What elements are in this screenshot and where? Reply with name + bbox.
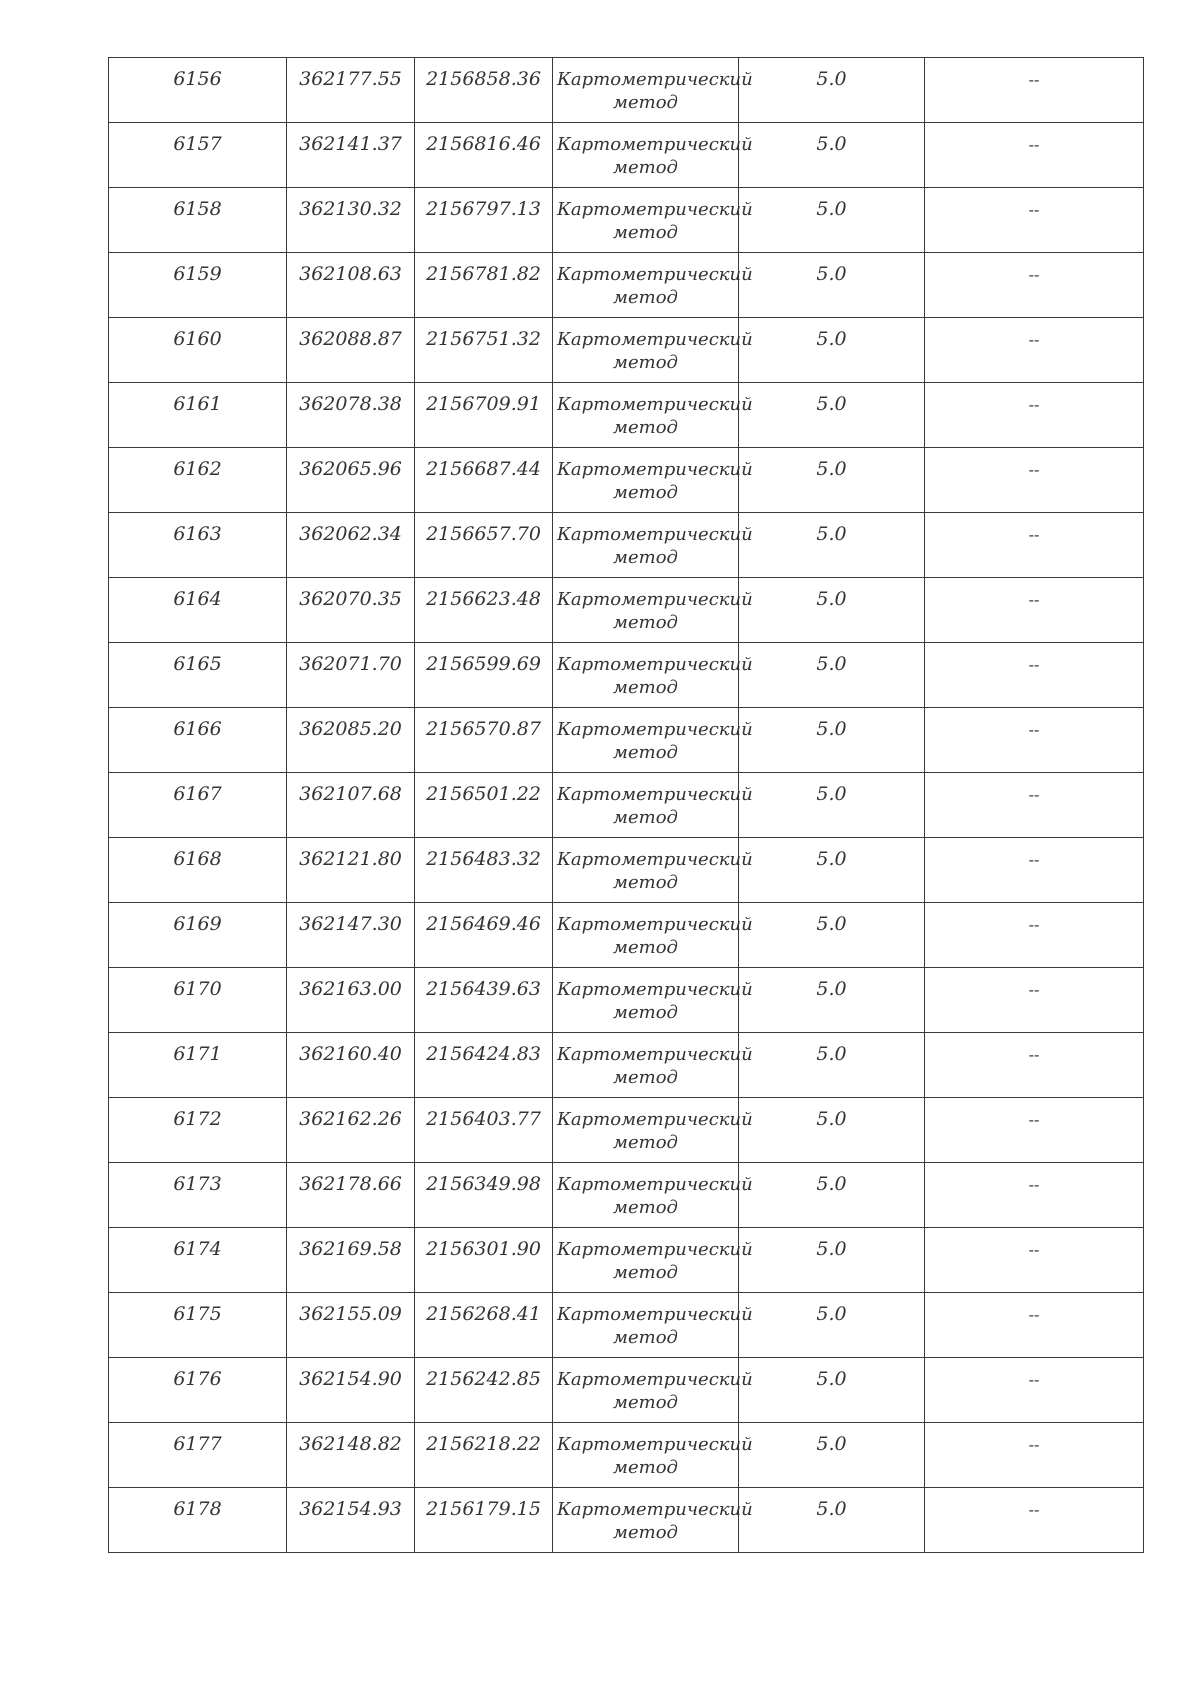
coordinates-table-body — [109, 58, 1144, 1553]
method-cell: Картометрический метод — [553, 58, 739, 123]
table-row — [109, 1163, 1144, 1228]
table-row — [109, 1033, 1144, 1098]
y-coordinate-cell: 2156469.46 — [415, 903, 553, 968]
accuracy-cell: 5.0 — [739, 383, 925, 448]
x-coordinate-cell: 362078.38 — [287, 383, 415, 448]
note-cell: -- — [925, 1488, 1144, 1553]
method-cell: Картометрический метод — [553, 903, 739, 968]
table-row — [109, 1423, 1144, 1488]
point-number-cell: 6175 — [109, 1293, 287, 1358]
note-cell: -- — [925, 1033, 1144, 1098]
y-coordinate-cell: 2156218.22 — [415, 1423, 553, 1488]
x-coordinate-cell: 362065.96 — [287, 448, 415, 513]
x-coordinate-cell: 362070.35 — [287, 578, 415, 643]
table-row — [109, 1488, 1144, 1553]
table-row — [109, 968, 1144, 1033]
accuracy-cell: 5.0 — [739, 1423, 925, 1488]
accuracy-cell: 5.0 — [739, 643, 925, 708]
accuracy-cell: 5.0 — [739, 773, 925, 838]
point-number-cell: 6169 — [109, 903, 287, 968]
x-coordinate-cell: 362155.09 — [287, 1293, 415, 1358]
accuracy-cell: 5.0 — [739, 708, 925, 773]
accuracy-cell: 5.0 — [739, 903, 925, 968]
point-number-cell: 6171 — [109, 1033, 287, 1098]
x-coordinate-cell: 362177.55 — [287, 58, 415, 123]
note-cell: -- — [925, 318, 1144, 383]
x-coordinate-cell: 362088.87 — [287, 318, 415, 383]
accuracy-cell: 5.0 — [739, 578, 925, 643]
point-number-cell: 6168 — [109, 838, 287, 903]
y-coordinate-cell: 2156858.36 — [415, 58, 553, 123]
point-number-cell: 6172 — [109, 1098, 287, 1163]
accuracy-cell: 5.0 — [739, 1163, 925, 1228]
y-coordinate-cell: 2156301.90 — [415, 1228, 553, 1293]
y-coordinate-cell: 2156599.69 — [415, 643, 553, 708]
method-cell: Картометрический метод — [553, 578, 739, 643]
point-number-cell: 6177 — [109, 1423, 287, 1488]
method-cell: Картометрический метод — [553, 773, 739, 838]
table-row — [109, 58, 1144, 123]
note-cell: -- — [925, 773, 1144, 838]
method-cell: Картометрический метод — [553, 253, 739, 318]
point-number-cell: 6166 — [109, 708, 287, 773]
y-coordinate-cell: 2156781.82 — [415, 253, 553, 318]
accuracy-cell: 5.0 — [739, 838, 925, 903]
x-coordinate-cell: 362154.93 — [287, 1488, 415, 1553]
method-cell: Картометрический метод — [553, 1293, 739, 1358]
method-cell: Картометрический метод — [553, 643, 739, 708]
method-cell: Картометрический метод — [553, 968, 739, 1033]
y-coordinate-cell: 2156349.98 — [415, 1163, 553, 1228]
accuracy-cell: 5.0 — [739, 448, 925, 513]
x-coordinate-cell: 362130.32 — [287, 188, 415, 253]
accuracy-cell: 5.0 — [739, 1228, 925, 1293]
y-coordinate-cell: 2156816.46 — [415, 123, 553, 188]
table-row — [109, 1228, 1144, 1293]
point-number-cell: 6156 — [109, 58, 287, 123]
note-cell: -- — [925, 448, 1144, 513]
table-row — [109, 448, 1144, 513]
note-cell: -- — [925, 513, 1144, 578]
y-coordinate-cell: 2156424.83 — [415, 1033, 553, 1098]
y-coordinate-cell: 2156403.77 — [415, 1098, 553, 1163]
method-cell: Картометрический метод — [553, 1488, 739, 1553]
coordinates-table — [108, 57, 1144, 1553]
y-coordinate-cell: 2156268.41 — [415, 1293, 553, 1358]
x-coordinate-cell: 362169.58 — [287, 1228, 415, 1293]
note-cell: -- — [925, 1293, 1144, 1358]
y-coordinate-cell: 2156657.70 — [415, 513, 553, 578]
point-number-cell: 6163 — [109, 513, 287, 578]
x-coordinate-cell: 362160.40 — [287, 1033, 415, 1098]
y-coordinate-cell: 2156797.13 — [415, 188, 553, 253]
x-coordinate-cell: 362154.90 — [287, 1358, 415, 1423]
accuracy-cell: 5.0 — [739, 58, 925, 123]
method-cell: Картометрический метод — [553, 1033, 739, 1098]
table-row — [109, 903, 1144, 968]
x-coordinate-cell: 362148.82 — [287, 1423, 415, 1488]
point-number-cell: 6167 — [109, 773, 287, 838]
note-cell: -- — [925, 1163, 1144, 1228]
note-cell: -- — [925, 1358, 1144, 1423]
point-number-cell: 6176 — [109, 1358, 287, 1423]
x-coordinate-cell: 362141.37 — [287, 123, 415, 188]
note-cell: -- — [925, 838, 1144, 903]
y-coordinate-cell: 2156179.15 — [415, 1488, 553, 1553]
method-cell: Картометрический метод — [553, 1163, 739, 1228]
point-number-cell: 6174 — [109, 1228, 287, 1293]
x-coordinate-cell: 362107.68 — [287, 773, 415, 838]
y-coordinate-cell: 2156709.91 — [415, 383, 553, 448]
y-coordinate-cell: 2156242.85 — [415, 1358, 553, 1423]
point-number-cell: 6173 — [109, 1163, 287, 1228]
accuracy-cell: 5.0 — [739, 188, 925, 253]
accuracy-cell: 5.0 — [739, 1033, 925, 1098]
table-row — [109, 318, 1144, 383]
note-cell: -- — [925, 1228, 1144, 1293]
x-coordinate-cell: 362162.26 — [287, 1098, 415, 1163]
table-row — [109, 513, 1144, 578]
method-cell: Картометрический метод — [553, 383, 739, 448]
point-number-cell: 6160 — [109, 318, 287, 383]
method-cell: Картометрический метод — [553, 1228, 739, 1293]
table-row — [109, 188, 1144, 253]
y-coordinate-cell: 2156623.48 — [415, 578, 553, 643]
table-row — [109, 1293, 1144, 1358]
note-cell: -- — [925, 123, 1144, 188]
note-cell: -- — [925, 643, 1144, 708]
method-cell: Картометрический метод — [553, 513, 739, 578]
point-number-cell: 6158 — [109, 188, 287, 253]
point-number-cell: 6178 — [109, 1488, 287, 1553]
table-row — [109, 383, 1144, 448]
x-coordinate-cell: 362071.70 — [287, 643, 415, 708]
table-row — [109, 1358, 1144, 1423]
accuracy-cell: 5.0 — [739, 513, 925, 578]
point-number-cell: 6159 — [109, 253, 287, 318]
x-coordinate-cell: 362062.34 — [287, 513, 415, 578]
x-coordinate-cell: 362085.20 — [287, 708, 415, 773]
method-cell: Картометрический метод — [553, 448, 739, 513]
y-coordinate-cell: 2156687.44 — [415, 448, 553, 513]
accuracy-cell: 5.0 — [739, 968, 925, 1033]
x-coordinate-cell: 362121.80 — [287, 838, 415, 903]
method-cell: Картометрический метод — [553, 708, 739, 773]
note-cell: -- — [925, 1098, 1144, 1163]
note-cell: -- — [925, 188, 1144, 253]
note-cell: -- — [925, 1423, 1144, 1488]
point-number-cell: 6165 — [109, 643, 287, 708]
point-number-cell: 6162 — [109, 448, 287, 513]
method-cell: Картометрический метод — [553, 123, 739, 188]
accuracy-cell: 5.0 — [739, 1358, 925, 1423]
y-coordinate-cell: 2156570.87 — [415, 708, 553, 773]
note-cell: -- — [925, 383, 1144, 448]
table-row — [109, 1098, 1144, 1163]
table-row — [109, 708, 1144, 773]
x-coordinate-cell: 362163.00 — [287, 968, 415, 1033]
table-row — [109, 253, 1144, 318]
note-cell: -- — [925, 58, 1144, 123]
table-row — [109, 773, 1144, 838]
accuracy-cell: 5.0 — [739, 1488, 925, 1553]
y-coordinate-cell: 2156483.32 — [415, 838, 553, 903]
accuracy-cell: 5.0 — [739, 1293, 925, 1358]
x-coordinate-cell: 362108.63 — [287, 253, 415, 318]
x-coordinate-cell: 362178.66 — [287, 1163, 415, 1228]
y-coordinate-cell: 2156751.32 — [415, 318, 553, 383]
note-cell: -- — [925, 578, 1144, 643]
accuracy-cell: 5.0 — [739, 318, 925, 383]
y-coordinate-cell: 2156501.22 — [415, 773, 553, 838]
y-coordinate-cell: 2156439.63 — [415, 968, 553, 1033]
table-row — [109, 838, 1144, 903]
point-number-cell: 6161 — [109, 383, 287, 448]
method-cell: Картометрический метод — [553, 1098, 739, 1163]
method-cell: Картометрический метод — [553, 318, 739, 383]
note-cell: -- — [925, 968, 1144, 1033]
method-cell: Картометрический метод — [553, 188, 739, 253]
accuracy-cell: 5.0 — [739, 253, 925, 318]
method-cell: Картометрический метод — [553, 1358, 739, 1423]
point-number-cell: 6170 — [109, 968, 287, 1033]
note-cell: -- — [925, 708, 1144, 773]
table-row — [109, 123, 1144, 188]
method-cell: Картометрический метод — [553, 838, 739, 903]
x-coordinate-cell: 362147.30 — [287, 903, 415, 968]
table-row — [109, 643, 1144, 708]
accuracy-cell: 5.0 — [739, 1098, 925, 1163]
point-number-cell: 6164 — [109, 578, 287, 643]
accuracy-cell: 5.0 — [739, 123, 925, 188]
table-row — [109, 578, 1144, 643]
method-cell: Картометрический метод — [553, 1423, 739, 1488]
point-number-cell: 6157 — [109, 123, 287, 188]
note-cell: -- — [925, 253, 1144, 318]
note-cell: -- — [925, 903, 1144, 968]
